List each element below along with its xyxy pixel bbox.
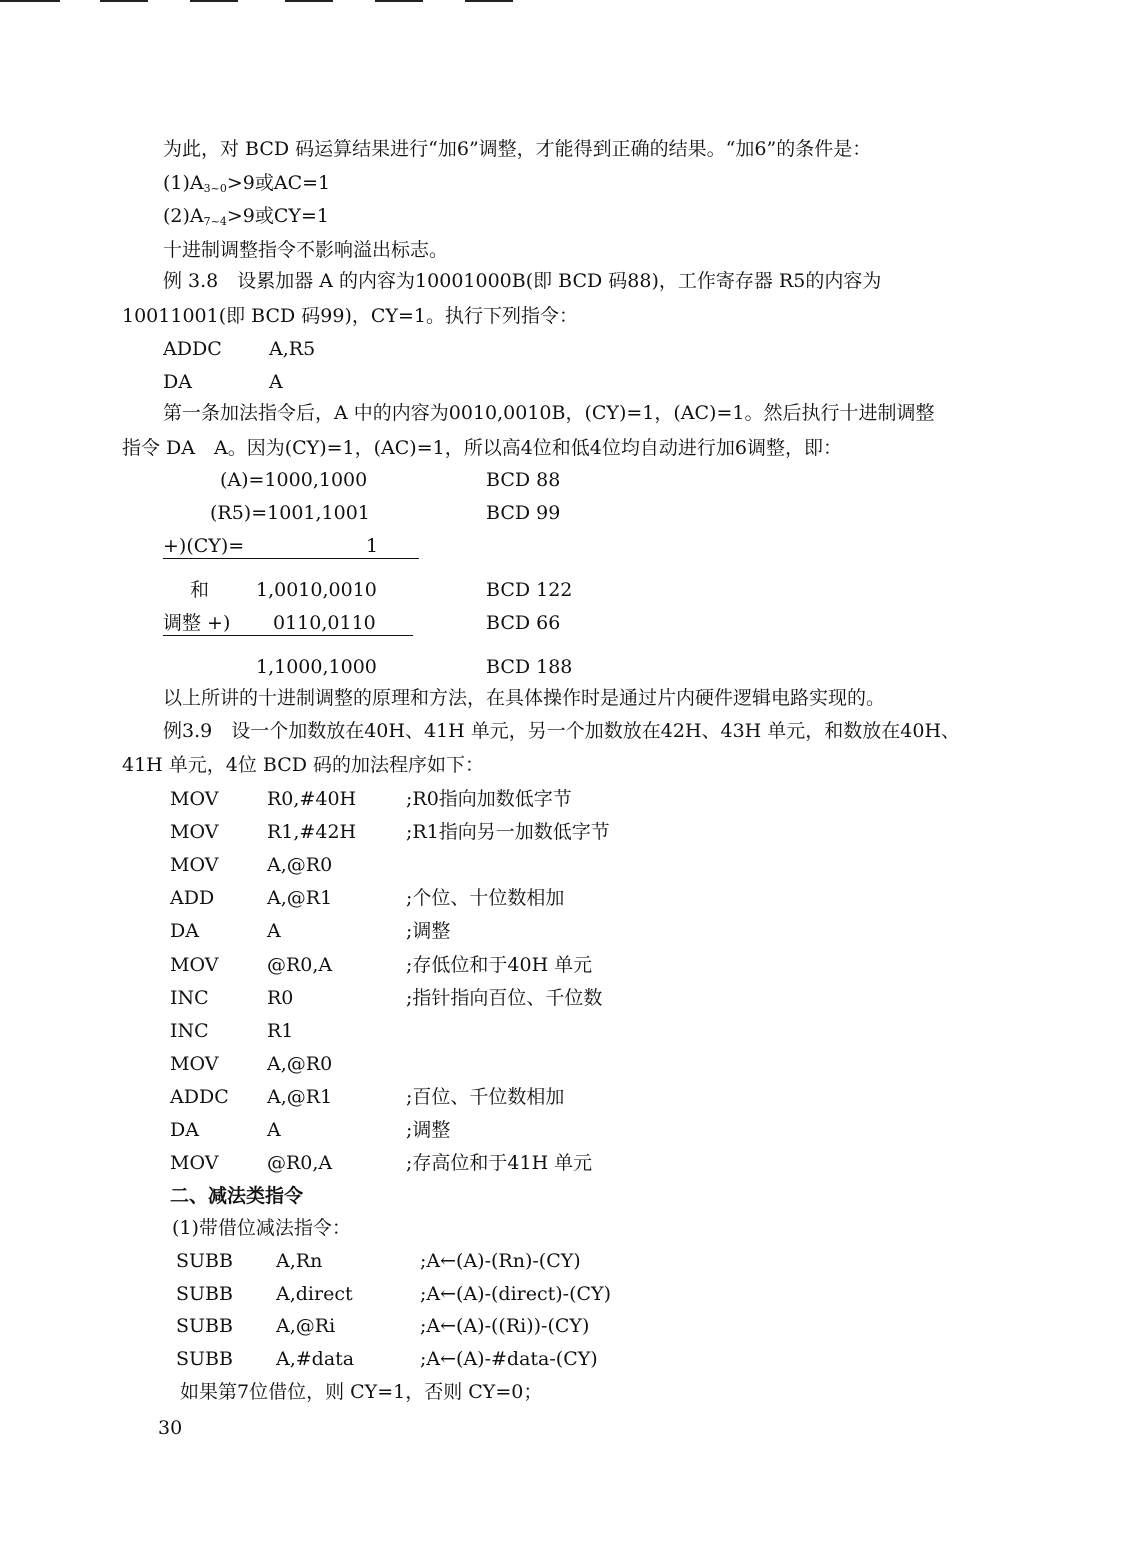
calc-row-cy-label: +)(CY)=: [163, 535, 245, 557]
condition-1-post: >9或AC=1: [226, 172, 331, 194]
code-arg: A,@R1: [267, 1085, 333, 1108]
calc-row-cy: [163, 534, 419, 559]
condition-1-pre: (1)A: [163, 172, 204, 194]
calc-row-adjust: [163, 611, 413, 636]
subb-comment: ;A←(A)-#data-(CY): [420, 1347, 598, 1370]
code-comment: ;个位、十位数相加: [406, 887, 565, 910]
code-arg: A: [269, 371, 283, 393]
calc-row-r5-bcd: BCD 99: [486, 502, 561, 524]
calc-row-sum-label: 和: [190, 579, 210, 601]
calc-row-a: (A)=1000,1000: [220, 469, 368, 491]
subb-arg: A,@Ri: [276, 1315, 336, 1337]
code-comment: ;调整: [406, 1119, 451, 1141]
code-op: MOV: [170, 953, 219, 976]
subb-comment: ;A←(A)-((Ri))-(CY): [420, 1315, 590, 1337]
top-border-line: [100, 0, 148, 2]
code-arg: R0: [267, 986, 294, 1009]
condition-2-sub: 7~4: [203, 215, 227, 228]
code-op: MOV: [170, 821, 219, 844]
note-line: 十进制调整指令不影响溢出标志。: [163, 239, 449, 261]
calc-row-cy-value: 1: [366, 535, 379, 557]
top-border-line: [465, 0, 513, 2]
subb-arg: A,Rn: [276, 1250, 323, 1272]
code-op: DA: [170, 920, 199, 943]
code-arg: R1,#42H: [267, 821, 357, 844]
after-line-1: 第一条加法指令后，A 中的内容为0010,0010B，(CY)=1，(AC)=1。然后执行十进制调整: [163, 402, 935, 424]
top-border-line: [0, 0, 60, 2]
code-arg: @R0,A: [267, 953, 333, 976]
code-op: DA: [163, 371, 192, 393]
code-comment: ;R1指向另一加数低字节: [406, 821, 610, 844]
example-3-9-line-2: 41H 单元，4位 BCD 码的加法程序如下：: [122, 754, 485, 776]
subsection-title: (1)带借位减法指令：: [172, 1217, 351, 1239]
code-arg: A: [267, 1119, 281, 1141]
condition-2-post: >9或CY=1: [226, 205, 329, 227]
subb-op: SUBB: [176, 1315, 233, 1337]
example-3-9-line-1: 例3.9 设一个加数放在40H、41H 单元，另一个加数放在42H、43H 单元，和数放在40H、: [163, 720, 961, 742]
example-3-8-line-1: 例 3.8 设累加器 A 的内容为10001000B(即 BCD 码88)，工作寄存器 R5的内容为: [163, 270, 882, 292]
code-op: MOV: [170, 1152, 219, 1175]
code-op: DA: [170, 1119, 199, 1141]
code-op: INC: [170, 1019, 209, 1042]
subb-comment: ;A←(A)-(direct)-(CY): [420, 1282, 612, 1305]
calc-row-result-bcd: BCD 188: [486, 656, 573, 678]
condition-1-sub: 3~0: [203, 182, 227, 195]
top-border-line: [285, 0, 333, 2]
code-comment: ;存低位和于40H 单元: [406, 953, 593, 976]
code-arg: R0,#40H: [267, 788, 357, 810]
subb-op: SUBB: [176, 1347, 233, 1370]
code-op: MOV: [170, 788, 219, 810]
code-comment: ;R0指向加数低字节: [406, 788, 572, 810]
code-arg: A,@R1: [267, 887, 333, 910]
code-op: MOV: [170, 1052, 219, 1075]
calc-row-r5: (R5)=1001,1001: [210, 502, 370, 524]
after-line-2: 指令 DA A。因为(CY)=1，(AC)=1，所以高4位和低4位均自动进行加6调整，即：: [122, 437, 842, 459]
calc-row-a-bcd: BCD 88: [486, 469, 561, 491]
code-op: ADD: [170, 887, 215, 910]
code-arg: A: [267, 920, 281, 943]
top-border-line: [190, 0, 238, 2]
condition-2: [163, 204, 329, 234]
code-op: MOV: [170, 854, 219, 877]
intro-paragraph: 为此，对 BCD 码运算结果进行“加6”调整，才能得到正确的结果。“加6”的条件是：: [163, 138, 872, 160]
code-comment: ;百位、千位数相加: [406, 1085, 565, 1108]
code-comment: ;指针指向百位、千位数: [406, 986, 603, 1009]
subb-op: SUBB: [176, 1250, 233, 1272]
example-3-8-line-2: 10011001(即 BCD 码99)，CY=1。执行下列指令：: [122, 305, 578, 327]
condition-2-pre: (2)A: [163, 205, 204, 227]
code-comment: ;调整: [406, 920, 451, 943]
page-number: 30: [158, 1417, 183, 1439]
code-op: ADDC: [170, 1085, 229, 1108]
code-arg: A,@R0: [267, 1052, 333, 1075]
code-op: ADDC: [163, 338, 222, 360]
section-title: 二、减法类指令: [170, 1185, 304, 1207]
calc-row-sum-value: 1,0010,0010: [256, 579, 377, 601]
code-comment: ;存高位和于41H 单元: [406, 1152, 593, 1175]
subb-arg: A,direct: [276, 1282, 353, 1305]
summary-paragraph: 以上所讲的十进制调整的原理和方法，在具体操作时是通过片内硬件逻辑电路实现的。: [163, 687, 886, 709]
code-arg: A,@R0: [267, 854, 333, 877]
borrow-note: 如果第7位借位，则 CY=1，否则 CY=0；: [180, 1381, 543, 1403]
code-arg: @R0,A: [267, 1152, 333, 1175]
calc-row-adjust-bcd: BCD 66: [486, 612, 561, 634]
code-arg: R1: [267, 1019, 294, 1042]
calc-row-adjust-label: 调整 +): [163, 612, 231, 634]
condition-1: [163, 171, 330, 201]
calc-row-adjust-value: 0110,0110: [273, 612, 376, 634]
top-border-line: [375, 0, 423, 2]
calc-row-result-value: 1,1000,1000: [256, 656, 377, 678]
calc-row-sum-bcd: BCD 122: [486, 579, 573, 601]
code-arg: A,R5: [269, 338, 316, 360]
subb-op: SUBB: [176, 1282, 233, 1305]
subb-arg: A,#data: [276, 1347, 355, 1370]
subb-comment: ;A←(A)-(Rn)-(CY): [420, 1250, 581, 1272]
code-op: INC: [170, 986, 209, 1009]
